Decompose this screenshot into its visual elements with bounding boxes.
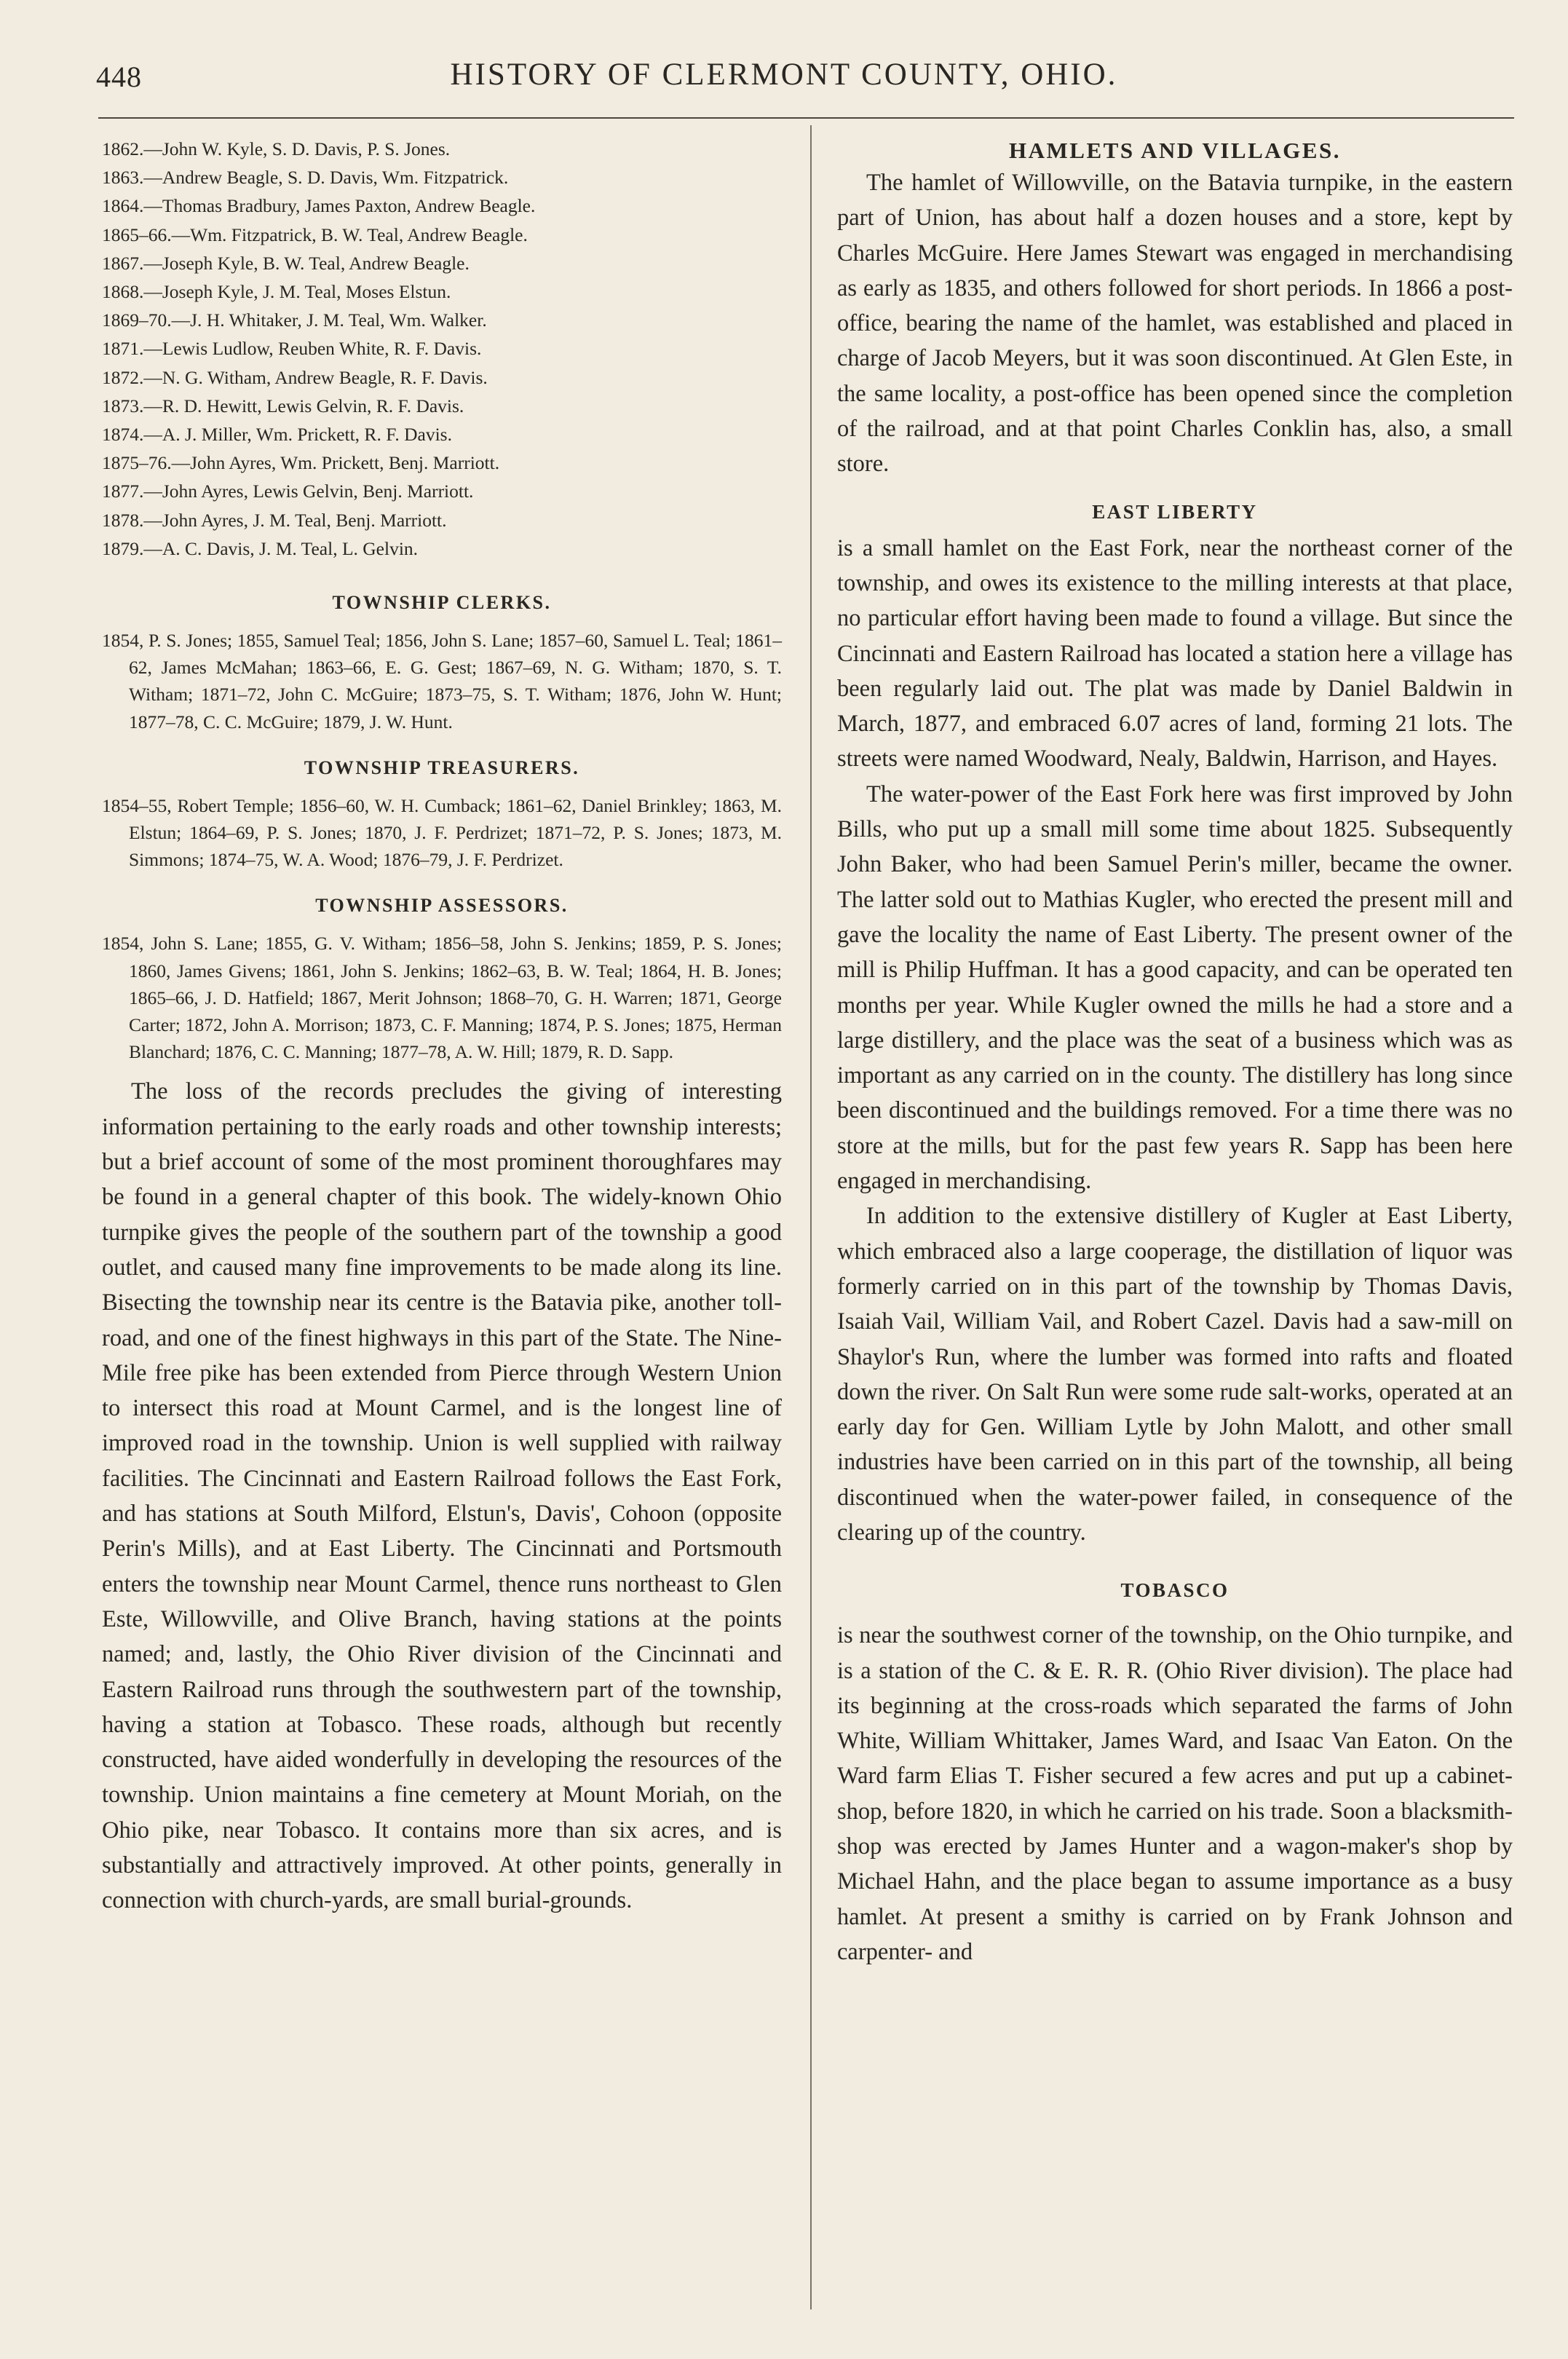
roads-paragraph: The loss of the records precludes the giving of interesting information pertaining to the early roads and other township interests; but a brief account of some of the most prominent thoroughfares may be found in a general chapter of this book. The widely-known Ohio turnpike gives the people of the southern part of the township a good outlet, and caused many fine improvements to be made along its line. Bisecting the township near its centre is the Batavia pike, another toll-road, and one of the finest highways in this part of the State. The Nine-Mile free pike has been extended from Pierce through Western Union to intersect this road at Mount Carmel, and is the longest line of improved road in the township. Union is well supplied with railway facilities. The Cincinnati and Eastern Railroad follows the East Fork, and has stations at South Milford, Elstun's, Davis', Cohoon (opposite Perin's Mills), and at East Liberty. The Cincinnati and Portsmouth enters the township near Mount Carmel, thence runs northeast to Glen Este, Willowville, and Olive Branch, having stations at the points named; and, lastly, the Ohio River division of the Cincinnati and Eastern Railroad runs through the southwestern part of the township, having a station at Tobasco. These roads, although but recently constructed, have aided wonderfully in developing the resources of the township. Union maintains a fine cemetery at Mount Moriah, on the Ohio pike, near Tobasco. It contains more than six acres, and is substantially and attractively improved. At other points, generally in connection with church-yards, are small burial-grounds.: [102, 1078, 782, 1914]
trustee-entry: 1865–66.—Wm. Fitzpatrick, B. W. Teal, Andrew Beagle.: [102, 224, 528, 245]
east-liberty-paragraph-3: In addition to the extensive distillery of Kugler at East Liberty, which embraced also a large cooperage, the distillation of liquor was formerly carried on in this part of the township by Thomas Davis, Isaiah Vail, William Vail, and Robert Cazel. Davis had a saw-mill on Shaylor's Run, where the lumber was formed into rafts and floated down the river. On Salt Run were some rude salt-works, operated at an early day for Gen. William Lytle by John Malott, and other small industries have been carried on in this part of the township, all being discontinued when the water-power failed, in consequence of the clearing up of the country.: [837, 1203, 1513, 1546]
trustee-entry: 1873.—R. D. Hewitt, Lewis Gelvin, R. F. Davis.: [102, 395, 464, 416]
header-rule: [98, 117, 1514, 119]
running-head: HISTORY OF CLERMONT COUNTY, OHIO.: [450, 58, 1118, 92]
tobasco-paragraph: is near the southwest corner of the township, on the Ohio turnpike, and is a station of the C. & E. R. R. (Ohio River division). The place had its beginning at the cross-roads which separated the farms of John White, William Whittaker, James Ward, and Isaac Van Eaton. On the Ward farm Elias T. Fisher secured a few acres and put up a cabinet-shop, before 1820, in which he carried on his trade. Soon a blacksmith-shop was erected by James Hunter and a wagon-maker's shop by Michael Hahn, and the place began to assume importance as a busy hamlet. At present a smithy is carried on by Frank Johnson and carpenter- and: [837, 1622, 1513, 1965]
trustee-entry: 1863.—Andrew Beagle, S. D. Davis, Wm. Fitzpatrick.: [102, 167, 509, 189]
trustees-list: [102, 135, 782, 563]
trustee-entry: 1878.—John Ayres, J. M. Teal, Benj. Marriott.: [102, 509, 447, 531]
trustee-entry: 1879.—A. C. Davis, J. M. Teal, L. Gelvin.: [102, 537, 419, 559]
trustee-entry: 1871.—Lewis Ludlow, Reuben White, R. F. Davis.: [102, 338, 482, 360]
page-number: 448: [96, 60, 142, 93]
east-liberty-heading: EAST LIBERTY: [1092, 500, 1258, 523]
trustee-entry: 1864.—Thomas Bradbury, James Paxton, Andrew Beagle.: [102, 195, 536, 217]
trustee-entry: 1875–76.—John Ayres, Wm. Prickett, Benj. Marriott.: [102, 452, 500, 474]
treasurers-text: 1854–55, Robert Temple; 1856–60, W. H. Cumback; 1861–62, Daniel Brinkley; 1863, M. Elstun; 1864–69, P. S. Jones; 1870, J. F. Perdrizet; 1871–72, P. S. Jones; 1873, M. Simmons; 1874–75, W. A. Wood; 1876–79, J. F. Perdrizet.: [102, 794, 782, 871]
clerks-heading: TOWNSHIP CLERKS.: [332, 592, 552, 614]
treasurers-heading: TOWNSHIP TREASURERS.: [304, 756, 580, 778]
trustee-entry: 1868.—Joseph Kyle, J. M. Teal, Moses Elstun.: [102, 281, 451, 303]
tobasco-heading: TOBASCO: [1120, 1579, 1230, 1602]
right-column: [837, 135, 1513, 1969]
clerks-text: 1854, P. S. Jones; 1855, Samuel Teal; 1856, John S. Lane; 1857–60, Samuel L. Teal; 1861–62, James McMahan; 1863–66, E. G. Gest; 1867–69, N. G. Witham; 1870, S. T. Witham; 1871–72, John C. McGuire; 1873–75, S. T. Witham; 1876, John W. Hunt; 1877–78, C. C. McGuire; 1879, J. W. Hunt.: [102, 630, 782, 732]
assessors-text: 1854, John S. Lane; 1855, G. V. Witham; 1856–58, John S. Jenkins; 1859, P. S. Jones; 1860, James Givens; 1861, John S. Jenkins; 1862–63, B. W. Teal; 1864, H. B. Jones; 1865–66, J. D. Hatfield; 1867, Merit Johnson; 1868–70, G. H. Warren; 1871, George Carter; 1872, John A. Morrison; 1873, C. F. Manning; 1874, P. S. Jones; 1875, Herman Blanchard; 1876, C. C. Manning; 1877–78, A. W. Hill; 1879, R. D. Sapp.: [102, 933, 782, 1063]
column-divider: [810, 125, 812, 2309]
trustee-entry: 1877.—John Ayres, Lewis Gelvin, Benj. Marriott.: [102, 481, 474, 502]
left-column: [102, 135, 782, 1919]
east-liberty-paragraph-2: The water-power of the East Fork here was first improved by John Bills, who put up a small mill some time about 1825. Subsequently John Baker, who had been Samuel Perin's miller, became the owner. The latter sold out to Mathias Kugler, who erected the present mill and gave the locality the name of East Liberty. The present owner of the mill is Philip Huffman. It has a good capacity, and can be operated ten months per year. While Kugler owned the mills he had a store and a large distillery, and the place was the seat of a business which was as important as any carried on in the county. The distillery has long since been discontinued and the buildings removed. For a time there was no store at the mills, but for the past few years R. Sapp has been here engaged in merchandising.: [837, 781, 1513, 1195]
trustee-entry: 1872.—N. G. Witham, Andrew Beagle, R. F. Davis.: [102, 366, 488, 388]
trustee-entry: 1867.—Joseph Kyle, B. W. Teal, Andrew Beagle.: [102, 252, 470, 274]
trustee-entry: 1874.—A. J. Miller, Wm. Prickett, R. F. Davis.: [102, 424, 452, 446]
hamlets-heading: HAMLETS AND VILLAGES.: [1009, 138, 1341, 163]
east-liberty-paragraph-1: is a small hamlet on the East Fork, near the northeast corner of the township, and owes its existence to the milling interests at that place, no particular effort having been made to found a village. But since the Cincinnati and Eastern Railroad has located a station here a village has been regularly laid out. The plat was made by Daniel Baldwin in March, 1877, and embraced 6.07 acres of land, forming 21 lots. The streets were named Woodward, Nealy, Baldwin, Harrison, and Hayes.: [837, 534, 1513, 772]
trustee-entry: 1862.—John W. Kyle, S. D. Davis, P. S. Jones.: [102, 138, 451, 159]
assessors-heading: TOWNSHIP ASSESSORS.: [315, 895, 569, 917]
hamlets-paragraph: The hamlet of Willowville, on the Batavia turnpike, in the eastern part of Union, has about half a dozen houses and a store, kept by Charles McGuire. Here James Stewart was engaged in merchandising as early as 1835, and others followed for short periods. In 1866 a post-office, bearing the name of the hamlet, was established and placed in charge of Jacob Meyers, but it was soon discontinued. At Glen Este, in the same locality, a post-office has been opened since the completion of the railroad, and at that point Charles Conklin has, also, a small store.: [837, 170, 1513, 478]
trustee-entry: 1869–70.—J. H. Whitaker, J. M. Teal, Wm. Walker.: [102, 309, 487, 331]
